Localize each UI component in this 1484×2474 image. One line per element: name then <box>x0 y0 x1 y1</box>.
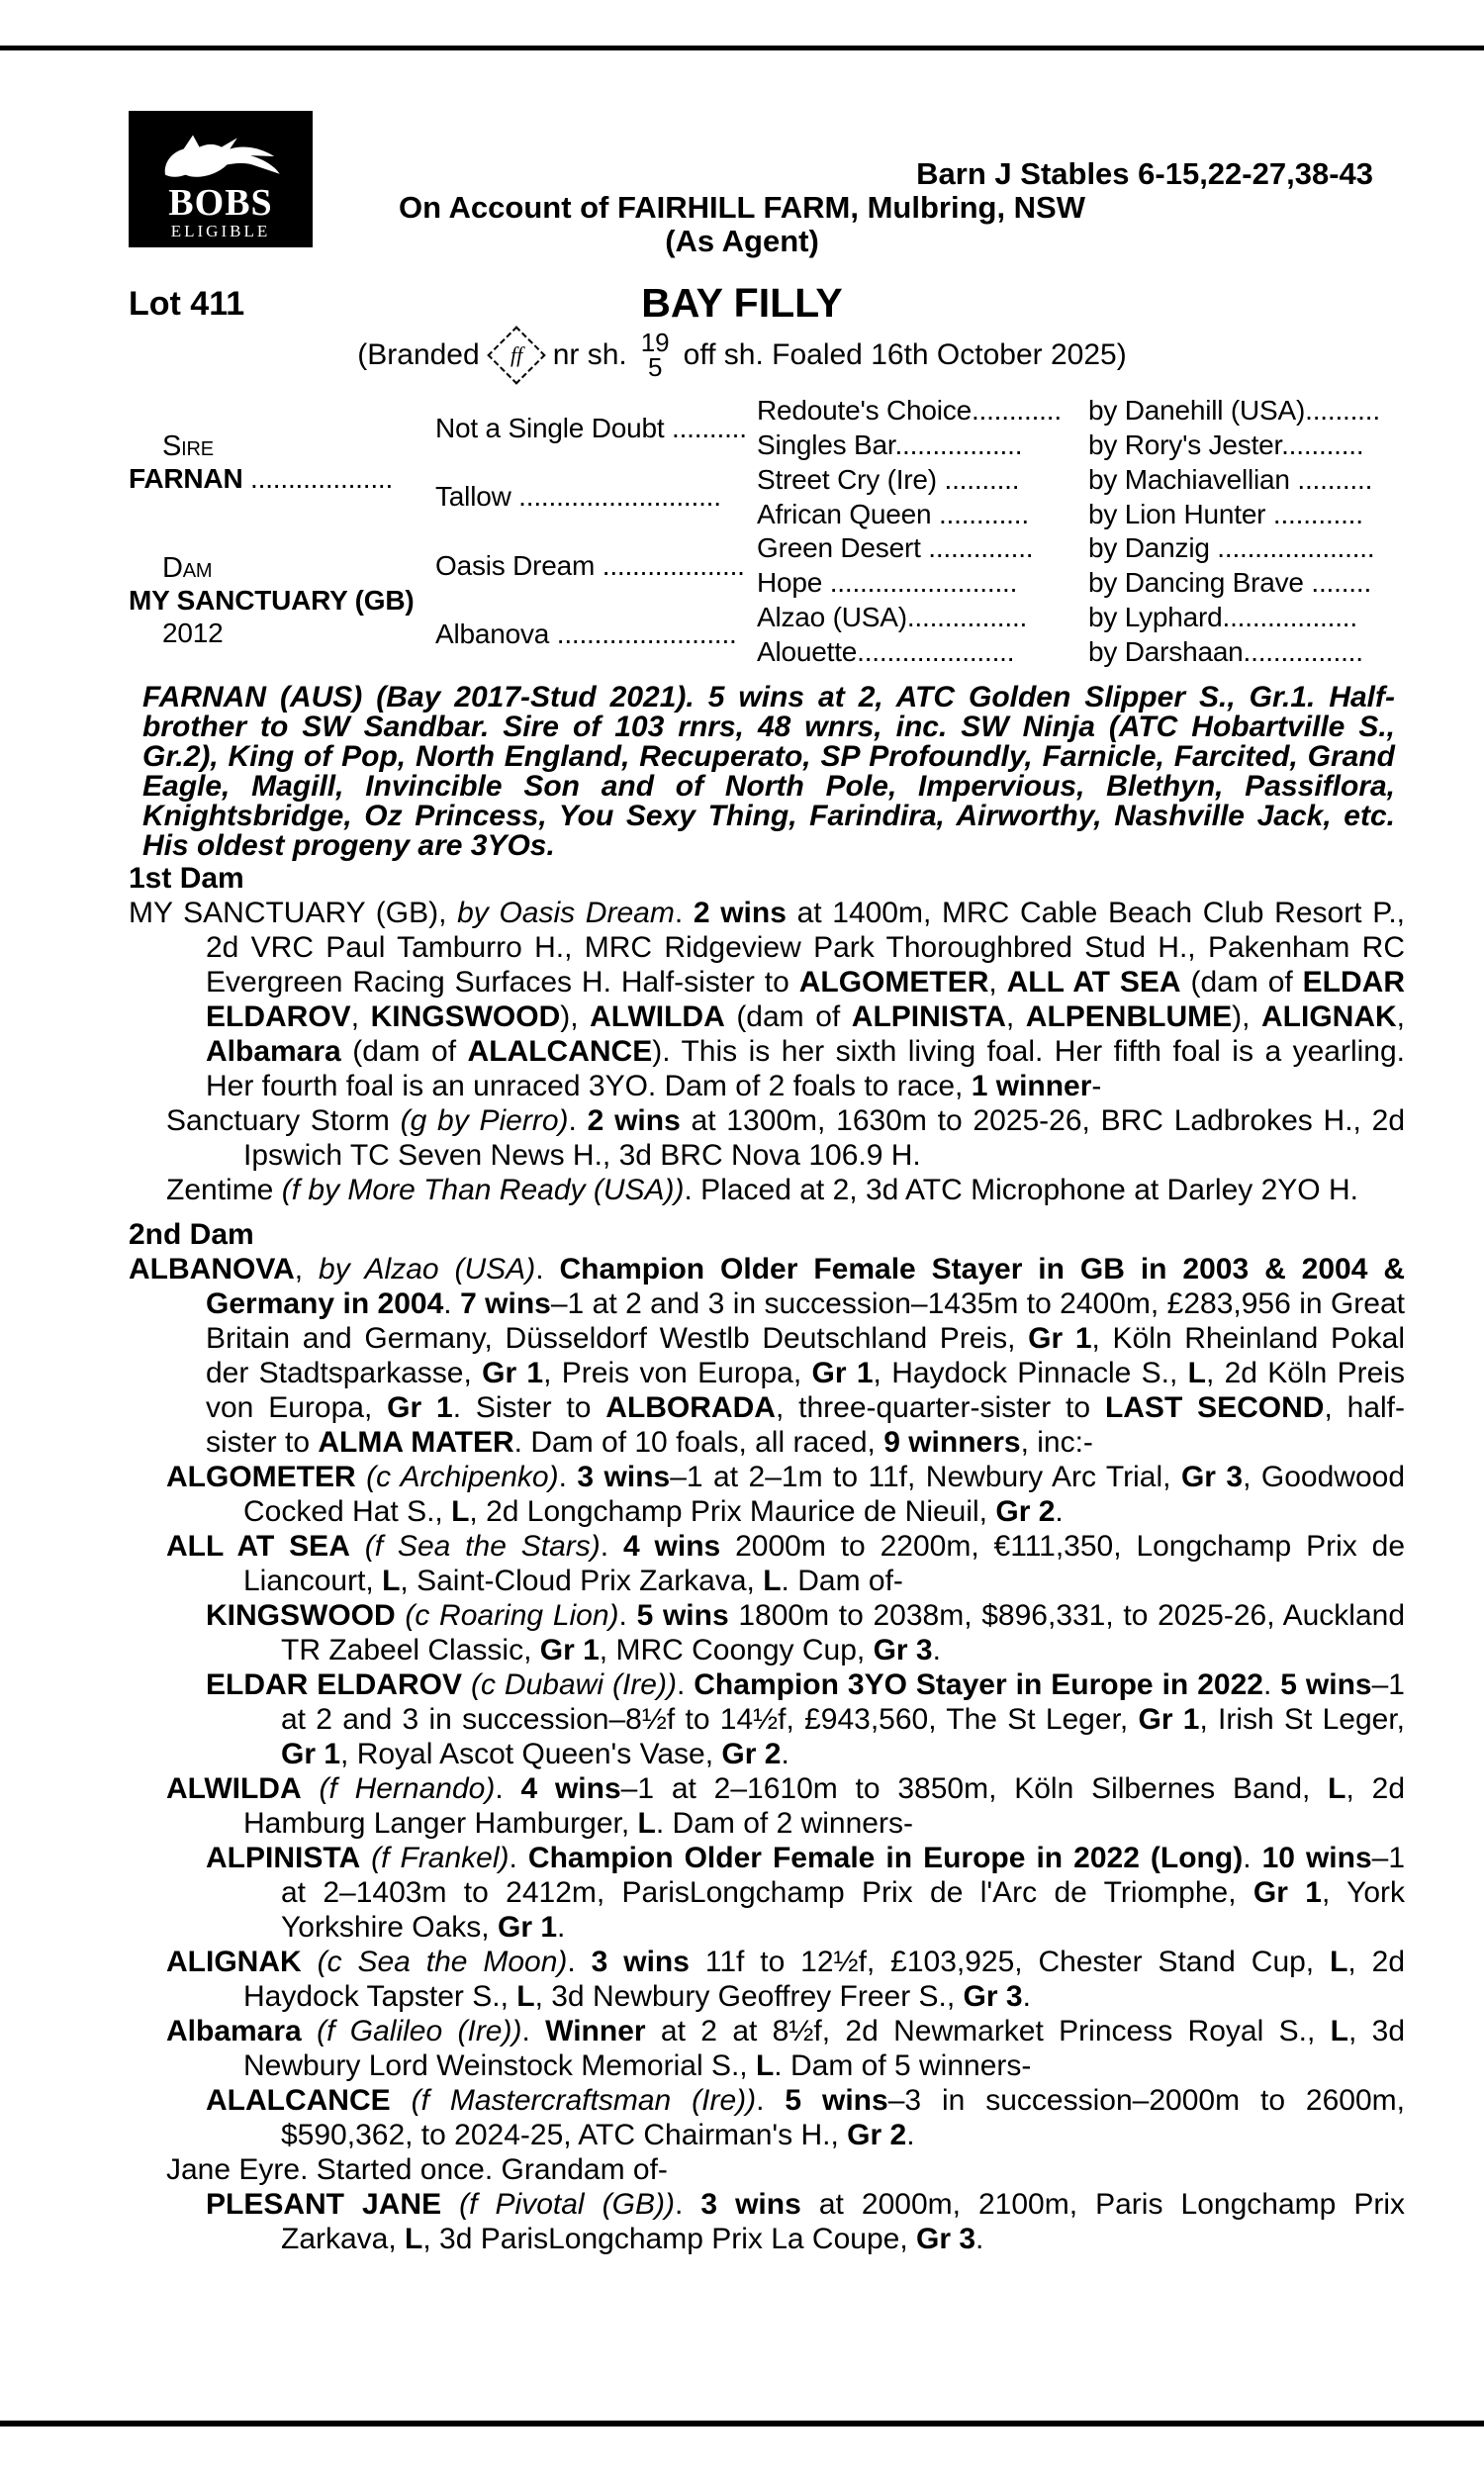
text-segment: (g by Pierro) <box>400 1104 569 1137</box>
text-segment <box>356 1461 366 1493</box>
page-title: BAY FILLY <box>641 280 843 326</box>
text-segment: at 2000m, 2100m, Paris Longchamp Prix Zarkava, <box>281 2188 1406 2255</box>
text-segment: Gr 2 <box>721 1738 782 1770</box>
text-segment <box>391 2084 412 2117</box>
text-segment: Gr 3 <box>1180 1461 1244 1493</box>
dam-foaling-year: 2012 <box>162 617 224 648</box>
ancestor-name: Albanova ........................ <box>435 618 737 649</box>
text-segment: . Placed at 2, 3d ATC Microphone at Darley 2YO H. <box>684 1174 1358 1206</box>
pedigree-row <box>757 601 1405 635</box>
first-dam-section <box>129 861 1405 1207</box>
brand-mark-letters: ff <box>510 341 522 367</box>
text-segment: (f Frankel) <box>371 1842 510 1874</box>
foal-entry <box>129 2083 1405 2152</box>
text-segment: . <box>1243 1842 1262 1874</box>
text-segment: by Oasis Dream <box>457 897 675 929</box>
pedigree-generation-1 <box>129 394 430 669</box>
pedigree-row <box>757 428 1405 463</box>
text-segment: (f Pivotal (GB)) <box>459 2188 675 2221</box>
text-segment: at 1400m, MRC Cable Beach Club Resort P., 2d VRC Paul Tamburro H., MRC Ridgeview Park Thoroughbred Stud H., Pakenham RC Evergreen Racing Surfaces H. Half-sister to <box>206 897 1406 999</box>
foal-entry <box>129 1841 1405 1945</box>
ancestor-name: Alouette..................... <box>757 635 1015 667</box>
text-segment: ALL AT SEA <box>1006 966 1181 999</box>
text-segment: –3 in succession–2000m to 2600m, $590,362, to 2024-25, ATC Chairman's H., <box>281 2084 1405 2151</box>
text-segment: ), <box>560 1000 591 1033</box>
ancestor-name: Tallow ........................... <box>435 481 721 512</box>
text-segment: , <box>1005 1000 1026 1033</box>
text-segment: 7 wins <box>460 1287 551 1320</box>
dam-block <box>129 531 430 669</box>
text-segment: Champion 3YO Stayer in Europe in 2022 <box>694 1668 1263 1701</box>
text-segment: ALWILDA <box>166 1772 302 1805</box>
brand-fraction <box>640 328 670 382</box>
barn-line: Barn J Stables 6-15,22-27,38-43 <box>916 156 1373 191</box>
text-segment: Champion Older Female in Europe in 2022 (Long) <box>527 1842 1244 1874</box>
text-segment: ALBANOVA <box>129 1253 295 1285</box>
text-segment: ALL AT SEA <box>166 1530 350 1563</box>
text-segment <box>302 1772 320 1805</box>
text-segment: ALGOMETER <box>798 966 989 999</box>
page-top-rule <box>0 46 1484 50</box>
text-segment: L <box>516 1980 535 2013</box>
text-segment: , 2d Köln Preis von Europa, <box>206 1357 1405 1424</box>
text-segment: 2000m to 2200m, €111,350, Longchamp Prix de Liancourt, <box>243 1530 1406 1597</box>
text-segment: , three-quarter-sister to <box>775 1391 1105 1424</box>
ancestor-name: Alzao (USA)................ <box>757 601 1028 632</box>
leader-dots: ................... <box>242 462 394 494</box>
text-segment: . <box>443 1287 461 1320</box>
second-dam-heading: 2nd Dam <box>129 1218 254 1251</box>
text-segment: KINGSWOOD <box>206 1599 396 1632</box>
text-segment: L <box>382 1565 401 1597</box>
ancestor-sire: by Lyphard.................. <box>1088 601 1357 632</box>
text-segment: , 3d Newbury Lord Weinstock Memorial S., <box>243 2015 1406 2082</box>
pedigree-row <box>757 634 1405 669</box>
text-segment <box>462 1668 471 1701</box>
text-segment: , Köln Rheinland Pokal der Stadtsparkasse, <box>206 1322 1406 1389</box>
ancestor-sire: by Lion Hunter ............ <box>1088 498 1363 529</box>
text-segment: (dam of <box>724 1000 852 1033</box>
ancestor-sire: by Danzig ..................... <box>1088 532 1375 564</box>
foal-entry <box>129 1771 1405 1841</box>
text-segment: FARNAN (AUS) (Bay 2017-Stud 2021). 5 wins at 2, ATC Golden Slipper S., Gr.1. Half-brother to SW Sandbar. Sire of 103 rnrs, 48 wnrs, inc. SW Ninja (ATC Hobartville S., Gr.2), King of Pop, North England, Recuperato, SP Profoundly, Farnicle, Farcited, Grand Eagle, Magill, Invincible Son and of North Pole, Impervious, Blethyn, Passiflora, Knightsbridge, Oz Princess, You Sexy Thing, Farindira, Airworthy, Nashville Jack, etc. His oldest progeny are 3YOs. <box>142 681 1395 862</box>
text-segment: . <box>781 1738 789 1770</box>
branded-mid: nr sh. <box>552 338 627 371</box>
text-segment: Gr 2 <box>847 2119 907 2151</box>
foal-entry <box>129 1667 1405 1771</box>
brand-count: 19 <box>640 328 670 357</box>
pedigree-row <box>757 497 1405 531</box>
text-segment: , <box>988 966 1007 999</box>
text-segment: Sanctuary Storm <box>166 1104 401 1137</box>
first-dam-heading: 1st Dam <box>129 862 244 895</box>
text-segment: 5 wins <box>785 2084 888 2117</box>
text-segment: 4 wins <box>520 1772 621 1805</box>
text-segment: –1 at 2–1610m to 3850m, Köln Silbernes Band, <box>620 1772 1329 1805</box>
pedigree-table <box>129 394 1405 669</box>
horse-head-icon <box>146 129 295 184</box>
text-segment: ALIGNAK <box>1261 1000 1397 1033</box>
text-segment: Gr 1 <box>482 1357 544 1389</box>
text-segment: 1 winner <box>971 1070 1092 1102</box>
sire-block <box>129 394 430 531</box>
brand-year: 5 <box>647 352 663 382</box>
text-segment: at 2 at 8½f, 2d Newmarket Princess Royal S., <box>645 2015 1331 2047</box>
text-segment: Zentime <box>166 1174 282 1206</box>
sire-name-text: FARNAN <box>129 462 243 494</box>
text-segment: , York Yorkshire Oaks, <box>281 1876 1406 1944</box>
text-segment: L <box>405 2223 423 2255</box>
ancestor-name: Hope ......................... <box>757 567 1018 599</box>
pedigree-row <box>757 394 1405 428</box>
text-segment <box>396 1599 406 1632</box>
text-segment: (c Sea the Moon) <box>317 1946 568 1978</box>
text-segment: ELDAR ELDAROV <box>206 966 1406 1033</box>
text-segment: Gr 1 <box>539 1634 600 1666</box>
text-segment: Jane Eyre. Started once. Grandam of- <box>166 2153 668 2186</box>
text-segment: (f Hernando) <box>319 1772 496 1805</box>
ancestor-name: Green Desert .............. <box>757 532 1034 564</box>
text-segment: (c Dubawi (Ire)) <box>470 1668 677 1701</box>
text-segment: 5 wins <box>1280 1668 1372 1701</box>
dam-name: MY SANCTUARY (GB) <box>129 584 415 616</box>
foal-entry <box>129 1598 1405 1667</box>
bobs-logo-subtitle: ELIGIBLE <box>170 222 271 240</box>
text-segment: Champion Older Female Stayer in GB in 2003 & 2004 & Germany in 2004 <box>206 1253 1405 1320</box>
text-segment: , 3d ParisLongchamp Prix La Coupe, <box>422 2223 916 2255</box>
text-segment: . <box>975 2223 984 2255</box>
pedigree-generation-2 <box>435 394 762 669</box>
ancestor-sire: by Darshaan................ <box>1088 635 1363 667</box>
text-segment: ALALCANCE <box>206 2084 391 2117</box>
text-segment: ALPINISTA <box>206 1842 361 1874</box>
text-segment: , half-sister to <box>206 1391 1406 1459</box>
ancestor-name: Singles Bar................. <box>757 429 1023 461</box>
foal-entry <box>129 1945 1405 2014</box>
text-segment: ALPENBLUME <box>1025 1000 1233 1033</box>
text-segment: Gr 3 <box>916 2223 976 2255</box>
text-segment <box>350 1530 365 1563</box>
text-segment: Gr 1 <box>387 1391 453 1424</box>
text-segment: KINGSWOOD <box>370 1000 561 1033</box>
foal-entry <box>129 1173 1405 1207</box>
text-segment: . <box>535 1253 560 1285</box>
brand-mark-icon <box>487 326 545 384</box>
ancestor-name: Street Cry (Ire) .......... <box>757 463 1020 495</box>
text-segment: 11f to 12½f, £103,925, Chester Stand Cup, <box>689 1946 1331 1978</box>
text-segment: . <box>558 1461 578 1493</box>
text-segment: –1 at 2–1m to 11f, Newbury Arc Trial, <box>670 1461 1181 1493</box>
text-segment: 5 wins <box>636 1599 729 1632</box>
text-segment <box>360 1842 371 1874</box>
text-segment: . <box>1055 1495 1064 1528</box>
sire-name <box>129 462 430 496</box>
text-segment: . <box>1022 1980 1031 2013</box>
pedigree-row <box>757 531 1405 566</box>
sire-label: Sire <box>162 429 214 462</box>
text-segment: . <box>674 897 694 929</box>
text-segment: . <box>1262 1668 1281 1701</box>
text-segment: . <box>674 2188 701 2221</box>
text-segment: 3 wins <box>700 2188 801 2221</box>
text-segment: Gr 3 <box>873 1634 933 1666</box>
foal-entry <box>129 2014 1405 2083</box>
text-segment <box>441 2188 459 2221</box>
dam-paragraph <box>129 1252 1405 1460</box>
text-segment: , 2d Hamburg Langer Hamburger, <box>243 1772 1406 1840</box>
text-segment: . <box>568 1104 588 1137</box>
text-segment: –1 at 2 and 3 in succession–8½f to 14½f, £943,560, The St Leger, <box>281 1668 1405 1736</box>
text-segment: , <box>1396 1000 1405 1033</box>
text-segment: . <box>557 1911 566 1944</box>
page-bottom-rule <box>0 2421 1484 2426</box>
text-segment: Gr 1 <box>497 1911 558 1944</box>
text-segment: , 2d Longchamp Prix Maurice de Nieuil, <box>469 1495 996 1528</box>
text-segment: , Goodwood Cocked Hat S., <box>243 1461 1406 1528</box>
text-segment: 3 wins <box>591 1946 690 1978</box>
text-segment: L <box>451 1495 470 1528</box>
text-segment: –1 at 2–1403m to 2412m, ParisLongchamp Prix de l'Arc de Triomphe, <box>281 1842 1406 1909</box>
pedigree-row <box>757 463 1405 498</box>
text-segment: ALPINISTA <box>851 1000 1006 1033</box>
text-segment: Gr 1 <box>1138 1703 1200 1736</box>
text-segment: 4 wins <box>623 1530 721 1563</box>
ancestor-name: Not a Single Doubt .......... <box>435 413 747 443</box>
text-segment: (dam of <box>1180 966 1303 999</box>
bobs-logo-wordmark: BOBS <box>168 182 273 224</box>
text-segment: , Irish St Leger, <box>1199 1703 1405 1736</box>
text-segment: Winner <box>545 2015 646 2047</box>
text-segment: , <box>350 1000 371 1033</box>
text-segment: . Dam of 5 winners- <box>774 2049 1032 2082</box>
text-segment: - <box>1091 1070 1102 1102</box>
text-segment: (dam of <box>340 1035 468 1068</box>
ancestor-name: Oasis Dream ................... <box>435 550 745 581</box>
text-segment: . <box>676 1668 695 1701</box>
text-segment: Gr 3 <box>963 1980 1023 2013</box>
text-segment: 1800m to 2038m, $896,331, to 2025-26, Auckland TR Zabeel Classic, <box>281 1599 1406 1666</box>
dam-paragraph <box>129 896 1405 1103</box>
account-line: On Account of FAIRHILL FARM, Mulbring, NSW <box>399 190 1085 225</box>
text-segment: ELDAR ELDAROV <box>206 1668 462 1701</box>
text-segment: , Haydock Pinnacle S., <box>873 1357 1188 1389</box>
branded-suffix: off sh. Foaled 16th October 2025) <box>683 338 1127 371</box>
text-segment: , MRC Coongy Cup, <box>599 1634 874 1666</box>
text-segment: LAST SECOND <box>1104 1391 1325 1424</box>
text-segment: . <box>932 1634 941 1666</box>
text-segment: L <box>1187 1357 1206 1389</box>
ancestor-sire: by Machiavellian .......... <box>1088 463 1373 495</box>
ancestor-sire: by Rory's Jester........... <box>1088 429 1364 461</box>
text-segment: , Preis von Europa, <box>543 1357 812 1389</box>
dam-label: Dam <box>162 551 213 584</box>
text-segment: 2 wins <box>693 897 787 929</box>
text-segment: (f by More Than Ready (USA)) <box>281 1174 685 1206</box>
text-segment: . <box>567 1946 592 1978</box>
text-segment: . <box>521 2015 546 2047</box>
text-segment: Gr 1 <box>811 1357 874 1389</box>
text-segment: by Alzao (USA) <box>319 1253 536 1285</box>
text-segment: 10 wins <box>1261 1842 1372 1874</box>
foal-entry <box>129 2152 1405 2187</box>
agent-line: (As Agent) <box>665 224 819 258</box>
text-segment: 2 wins <box>587 1104 681 1137</box>
text-segment: , 3d Newbury Geoffrey Freer S., <box>534 1980 964 2013</box>
text-segment: Albamara <box>206 1035 341 1068</box>
text-segment: (c Archipenko) <box>366 1461 559 1493</box>
foal-entry <box>129 1103 1405 1173</box>
text-segment: L <box>763 1565 782 1597</box>
text-segment: . <box>509 1842 528 1874</box>
text-segment: 9 winners <box>883 1426 1021 1459</box>
text-segment: (f Sea the Stars) <box>364 1530 601 1563</box>
pedigree-generation-3 <box>757 394 1405 669</box>
text-segment: , 2d Haydock Tapster S., <box>243 1946 1406 2013</box>
text-segment: . <box>618 1599 637 1632</box>
text-segment: ALBORADA <box>605 1391 776 1424</box>
branded-prefix: (Branded <box>357 338 480 371</box>
text-segment: . Sister to <box>452 1391 606 1424</box>
text-segment: , inc:- <box>1020 1426 1093 1459</box>
text-segment: ALWILDA <box>590 1000 725 1033</box>
text-segment: (f Mastercraftsman (Ire)) <box>411 2084 757 2117</box>
text-segment: . Dam of- <box>781 1565 903 1597</box>
ancestor-sire: by Dancing Brave ........ <box>1088 567 1372 599</box>
text-segment: . <box>600 1530 623 1563</box>
text-segment: Gr 2 <box>995 1495 1056 1528</box>
pedigree-row <box>757 566 1405 601</box>
text-segment: , Royal Ascot Queen's Vase, <box>340 1738 722 1770</box>
text-segment: . <box>495 1772 521 1805</box>
lot-number: Lot 411 <box>129 285 245 323</box>
text-segment: –1 at 2 and 3 in succession–1435m to 2400m, £283,956 in Great Britain and Germany, Düsseldorf Westlb Deutschland Preis, <box>206 1287 1405 1355</box>
text-segment: ALMA MATER <box>318 1426 514 1459</box>
text-segment: 3 wins <box>577 1461 671 1493</box>
ancestor-sire: by Danehill (USA).......... <box>1088 395 1380 427</box>
text-segment: Albamara <box>166 2015 302 2047</box>
text-segment: PLESANT JANE <box>206 2188 442 2221</box>
second-dam-section <box>129 1217 1405 2256</box>
foal-entry <box>129 1460 1405 1529</box>
text-segment: MY SANCTUARY (GB), <box>129 897 458 929</box>
text-segment: (c Roaring Lion) <box>405 1599 619 1632</box>
text-segment: L <box>1328 1772 1346 1805</box>
dam-sections <box>129 861 1405 2256</box>
text-segment: . Dam of 2 winners- <box>655 1807 913 1840</box>
text-segment: ALIGNAK <box>166 1946 302 1978</box>
text-segment: . Dam of 10 foals, all raced, <box>513 1426 884 1459</box>
text-segment: (f Galileo (Ire)) <box>317 2015 522 2047</box>
text-segment: L <box>637 1807 656 1840</box>
text-segment: ALGOMETER <box>166 1461 356 1493</box>
text-segment: L <box>755 2049 775 2082</box>
text-segment: . <box>756 2084 786 2117</box>
sire-summary-paragraph <box>129 683 1405 861</box>
ancestor-name: Redoute's Choice............ <box>757 395 1062 427</box>
text-segment: , Saint-Cloud Prix Zarkava, <box>400 1565 764 1597</box>
foal-entry <box>129 1529 1405 1598</box>
text-segment: at 1300m, 1630m to 2025-26, BRC Ladbrokes H., 2d Ipswich TC Seven News H., 3d BRC Nova 106.9 H. <box>243 1104 1406 1172</box>
text-segment <box>302 2015 317 2047</box>
ancestor-name: African Queen ............ <box>757 498 1029 529</box>
text-segment: L <box>1330 1946 1348 1978</box>
text-segment: ). This is her sixth living foal. Her fifth foal is a yearling. Her fourth foal is an unraced 3YO. Dam of 2 foals to race, <box>206 1035 1406 1102</box>
text-segment: Gr 1 <box>1028 1322 1092 1355</box>
text-segment: ), <box>1232 1000 1261 1033</box>
text-segment <box>302 1946 318 1978</box>
text-segment: L <box>1330 2015 1348 2047</box>
text-segment: ALALCANCE <box>467 1035 653 1068</box>
foal-entry <box>129 2187 1405 2256</box>
text-segment: Gr 1 <box>1252 1876 1322 1909</box>
brand-description-line <box>0 328 1484 382</box>
text-segment: Gr 1 <box>281 1738 341 1770</box>
text-segment: . <box>906 2119 915 2151</box>
text-segment: , <box>294 1253 320 1285</box>
